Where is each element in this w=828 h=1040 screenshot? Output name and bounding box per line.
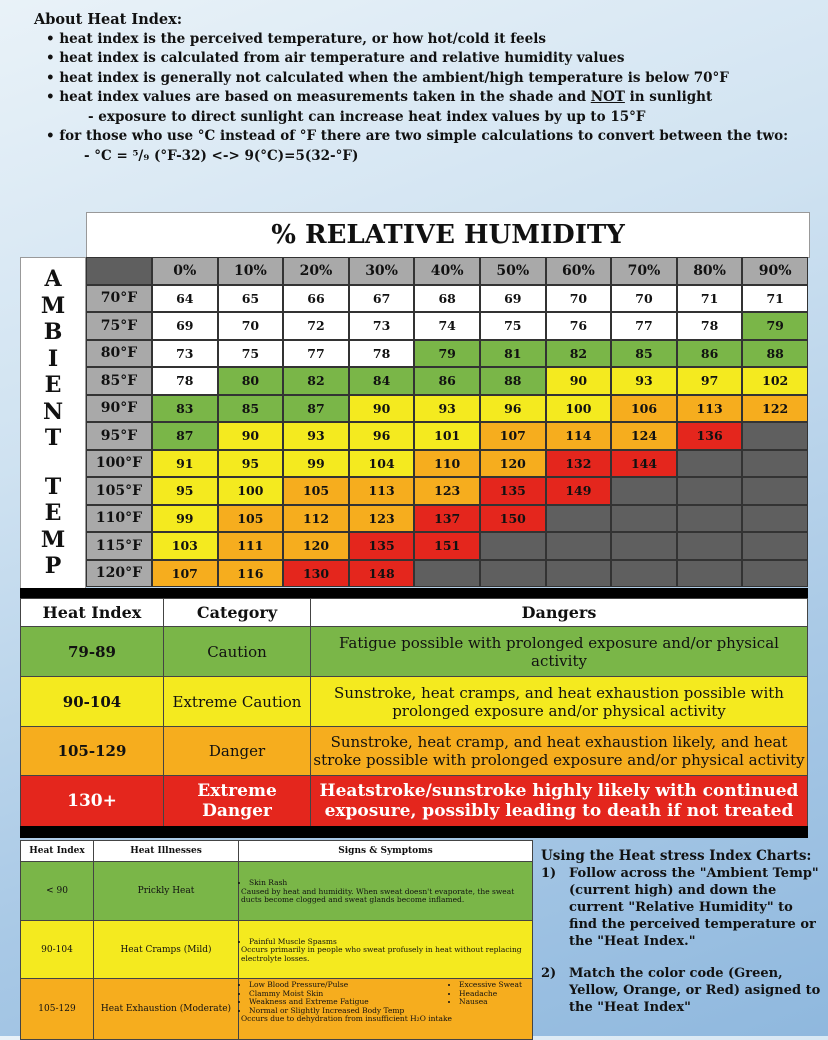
illness-row [21,979,533,1040]
heat-index-cell [480,532,546,560]
illness-name: Heat Cramps (Mild) [94,921,239,979]
symptom: • Skin Rash [249,879,532,888]
heat-index-cell: 120 [283,532,349,560]
col-header: Dangers [311,599,808,627]
symptom-description: Caused by heat and humidity. When sweat doesn't evaporate, the sweat ducts become clogged and sweat glands become inflamed. [241,886,515,905]
heat-index-cell: 88 [480,367,546,395]
heat-index-cell: 113 [349,477,415,505]
heat-index-cell: 78 [152,367,218,395]
heat-index-cell [611,477,677,505]
heat-index-cell: 135 [480,477,546,505]
heat-index-cell: 135 [349,532,415,560]
symptom: • Excessive Sweat [459,981,522,990]
heat-index-cell: 93 [611,367,677,395]
instructions [541,848,821,1016]
heat-index-cell: 65 [218,285,284,313]
illness-range: 105-129 [21,979,94,1040]
heat-index-cell: 70 [611,285,677,313]
illness-row [21,921,533,979]
heat-index-cell: 86 [414,367,480,395]
humidity-column-header: 20% [283,257,349,285]
dangers-text: Fatigue possible with prolonged exposure and/or physical activity [311,627,808,677]
heat-index-cell: 67 [349,285,415,313]
heat-index-cell: 105 [283,477,349,505]
heat-index-cell: 99 [152,505,218,533]
heat-index-cell: 73 [349,312,415,340]
heat-index-cell: 84 [349,367,415,395]
conversion-formula: - °C = ⁵/₉ (°F-32) <-> 9(°C)=5(32-°F) [84,147,359,164]
ambient-temp-letter: T [44,425,62,451]
heat-index-cell: 103 [152,532,218,560]
heat-index-cell: 96 [480,395,546,423]
heat-index-cell [677,560,743,588]
illness-name: Heat Exhaustion (Moderate) [94,979,239,1040]
heat-index-cell: 123 [414,477,480,505]
heat-index-cell: 71 [677,285,743,313]
divider [20,588,808,598]
heat-index-cell [611,505,677,533]
ambient-temp-letter: E [44,372,62,398]
heat-index-cell [742,450,808,478]
symptom: • Painful Muscle Spasms [249,938,532,947]
heat-index-cell: 114 [546,422,612,450]
heat-index-cell: 111 [218,532,284,560]
heat-index-cell: 81 [480,340,546,368]
intro-sub-bullet: - exposure to direct sunlight can increase heat index values by up to 15°F [88,108,646,125]
temp-row-header: 75°F [86,312,152,340]
dangers-text: Sunstroke, heat cramp, and heat exhaustion likely, and heat stroke possible with prolonged exposure and/or physical activity [311,727,808,776]
category-row [21,776,808,827]
heat-index-cell: 150 [480,505,546,533]
heat-index-cell [742,477,808,505]
step-number: 1) [541,866,557,881]
illness-symptoms [239,921,533,979]
heat-index-cell: 116 [218,560,284,588]
ambient-temp-letter: T [44,473,62,500]
symptom-description: Occurs primarily in people who sweat profusely in heat without replacing electrolyte losses. [241,945,522,963]
instructions-title: Using the Heat stress Index Charts: [541,848,812,864]
heat-index-cell: 75 [480,312,546,340]
heat-index-cell [677,477,743,505]
category-row [21,677,808,727]
symptom: • Headache [459,990,522,999]
heat-index-cell: 112 [283,505,349,533]
heat-index-cell: 85 [218,395,284,423]
symptom: • Clammy Moist Skin [249,990,449,999]
heat-index-cell: 124 [611,422,677,450]
step-number: 2) [541,966,557,981]
heat-index-cell: 96 [349,422,415,450]
heat-index-cell: 95 [152,477,218,505]
heat-index-cell: 144 [611,450,677,478]
heat-index-cell: 70 [546,285,612,313]
heat-index-cell: 102 [742,367,808,395]
heat-index-cell: 66 [283,285,349,313]
heat-index-cell: 148 [349,560,415,588]
heat-index-cell: 113 [677,395,743,423]
heat-index-range: 79-89 [21,627,164,677]
symptom: • Weakness and Extreme Fatigue [249,998,449,1007]
heat-index-cell: 74 [414,312,480,340]
heat-index-cell: 106 [611,395,677,423]
heat-index-cell [480,560,546,588]
grid-corner [86,257,152,285]
humidity-column-header: 0% [152,257,218,285]
heat-index-cell: 90 [349,395,415,423]
symptom: • Normal or Slightly Increased Body Temp [249,1007,449,1016]
heat-index-cell [546,560,612,588]
heat-index-cell: 78 [349,340,415,368]
heat-index-cell: 80 [218,367,284,395]
heat-index-cell: 95 [218,450,284,478]
heat-index-cell: 64 [152,285,218,313]
ambient-temp-letter: N [42,398,64,425]
humidity-column-header: 10% [218,257,284,285]
heat-index-cell [677,532,743,560]
temp-row-header: 100°F [86,450,152,478]
heat-index-range: 105-129 [21,727,164,776]
heat-index-cell: 93 [283,422,349,450]
heat-index-cell: 93 [414,395,480,423]
heat-index-cell [546,505,612,533]
ambient-temp-label [20,257,86,589]
humidity-header: % RELATIVE HUMIDITY [86,212,810,258]
heat-index-grid [86,257,808,587]
heat-index-cell: 76 [546,312,612,340]
divider [20,826,808,838]
heat-index-cell: 151 [414,532,480,560]
heat-index-range: 130+ [21,776,164,827]
heat-index-cell [677,505,743,533]
heat-index-cell: 101 [414,422,480,450]
heat-index-cell: 100 [546,395,612,423]
illness-symptoms [239,979,533,1040]
category-name: Danger [164,727,311,776]
temp-row-header: 85°F [86,367,152,395]
category-row [21,727,808,776]
heat-index-cell [742,532,808,560]
temp-row-header: 120°F [86,560,152,588]
instruction-step [541,865,821,950]
illness-range: < 90 [21,862,94,921]
intro-bullet: • heat index values are based on measurements taken in the shade and NOT in sunlight [46,89,713,105]
step-text: Follow across the "Ambient Temp" (current high) and down the current "Relative Humidity" to find the perceived temperature or the "Heat Index." [569,866,819,949]
heat-index-cell: 130 [283,560,349,588]
heat-index-cell: 132 [546,450,612,478]
heat-index-cell: 123 [349,505,415,533]
heat-index-cell: 90 [218,422,284,450]
heat-index-cell [414,560,480,588]
temp-row-header: 70°F [86,285,152,313]
humidity-column-header: 80% [677,257,743,285]
heat-index-cell: 99 [283,450,349,478]
heat-index-cell: 97 [677,367,743,395]
col-header: Heat Index [21,841,94,862]
humidity-column-header: 60% [546,257,612,285]
col-header: Heat Index [21,599,164,627]
heat-index-cell: 100 [218,477,284,505]
heat-index-cell: 77 [283,340,349,368]
heat-index-cell [677,450,743,478]
illness-symptoms [239,862,533,921]
temp-row-header: 95°F [86,422,152,450]
heat-index-cell: 85 [611,340,677,368]
heat-index-range: 90-104 [21,677,164,727]
heat-index-cell: 73 [152,340,218,368]
temp-row-header: 90°F [86,395,152,423]
illness-row [21,862,533,921]
heat-index-cell: 69 [152,312,218,340]
heat-index-cell: 69 [480,285,546,313]
illness-name: Prickly Heat [94,862,239,921]
heat-index-cell: 68 [414,285,480,313]
heat-index-cell: 120 [480,450,546,478]
step-text: Match the color code (Green, Yellow, Orange, or Red) asigned to the "Heat Index" [569,966,821,1015]
heat-index-cell: 72 [283,312,349,340]
temp-row-header: 115°F [86,532,152,560]
heat-index-cell: 82 [283,367,349,395]
heat-index-cell: 77 [611,312,677,340]
heat-index-cell: 90 [546,367,612,395]
humidity-column-header: 70% [611,257,677,285]
intro-bullet: • heat index is the perceived temperature, or how hot/cold it feels [46,30,546,47]
dangers-text: Heatstroke/sunstroke highly likely with continued exposure, possibly leading to death if not treated [311,776,808,827]
category-name: Extreme Caution [164,677,311,727]
humidity-column-header: 40% [414,257,480,285]
temp-row-header: 105°F [86,477,152,505]
category-table [20,598,808,827]
illness-range: 90-104 [21,921,94,979]
symptom: • Low Blood Pressure/Pulse [249,981,449,990]
heat-index-cell [546,532,612,560]
heat-index-cell: 137 [414,505,480,533]
ambient-temp-letter: P [44,553,62,579]
instruction-step [541,965,821,1016]
intro-bullet: • for those who use °C instead of °F there are two simple calculations to convert between the two: [46,128,789,144]
heat-index-cell: 107 [480,422,546,450]
temp-row-header: 110°F [86,505,152,533]
category-name: Extreme Danger [164,776,311,827]
col-header: Category [164,599,311,627]
heat-index-cell: 105 [218,505,284,533]
heat-index-cell: 75 [218,340,284,368]
heat-index-cell [742,560,808,588]
heat-index-cell: 104 [349,450,415,478]
heat-index-cell [611,560,677,588]
heat-index-cell: 79 [414,340,480,368]
ambient-temp-letter: M [40,292,66,319]
category-row [21,627,808,677]
ambient-temp-letter: I [47,345,59,372]
intro-bullet: • heat index is calculated from air temperature and relative humidity values [46,50,625,66]
heat-index-cell: 122 [742,395,808,423]
ambient-temp-letter: B [43,319,63,345]
temp-row-header: 80°F [86,340,152,368]
heat-index-cell: 91 [152,450,218,478]
illness-table [20,840,533,1040]
humidity-column-header: 30% [349,257,415,285]
heat-index-cell: 149 [546,477,612,505]
heat-index-cell: 87 [152,422,218,450]
symptom-description: Occurs due to dehydration from insufficient H₂O intake [241,1014,452,1023]
col-header: Heat Illnesses [94,841,239,862]
heat-index-cell: 83 [152,395,218,423]
heat-index-cell [611,532,677,560]
heat-index-cell: 110 [414,450,480,478]
intro-title: About Heat Index: [34,11,183,28]
heat-index-cell [742,505,808,533]
heat-index-cell: 107 [152,560,218,588]
heat-index-cell: 86 [677,340,743,368]
heat-index-cell: 82 [546,340,612,368]
intro-bullet: • heat index is generally not calculated when the ambient/high temperature is below 70°F [46,69,729,86]
humidity-column-header: 90% [742,257,808,285]
ambient-temp-letter: E [44,500,62,526]
heat-index-cell: 88 [742,340,808,368]
col-header: Signs & Symptoms [239,841,533,862]
humidity-column-header: 50% [480,257,546,285]
dangers-text: Sunstroke, heat cramps, and heat exhaustion possible with prolonged exposure and/or physical activity [311,677,808,727]
ambient-temp-letter: M [40,526,66,553]
heat-index-cell: 78 [677,312,743,340]
heat-index-cell [742,422,808,450]
heat-index-cell: 79 [742,312,808,340]
heat-index-cell: 136 [677,422,743,450]
heat-index-cell: 87 [283,395,349,423]
heat-index-cell: 71 [742,285,808,313]
category-name: Caution [164,627,311,677]
ambient-temp-letter: A [44,266,62,292]
intro-section [34,10,824,166]
heat-index-cell: 70 [218,312,284,340]
symptom: • Nausea [459,998,522,1007]
